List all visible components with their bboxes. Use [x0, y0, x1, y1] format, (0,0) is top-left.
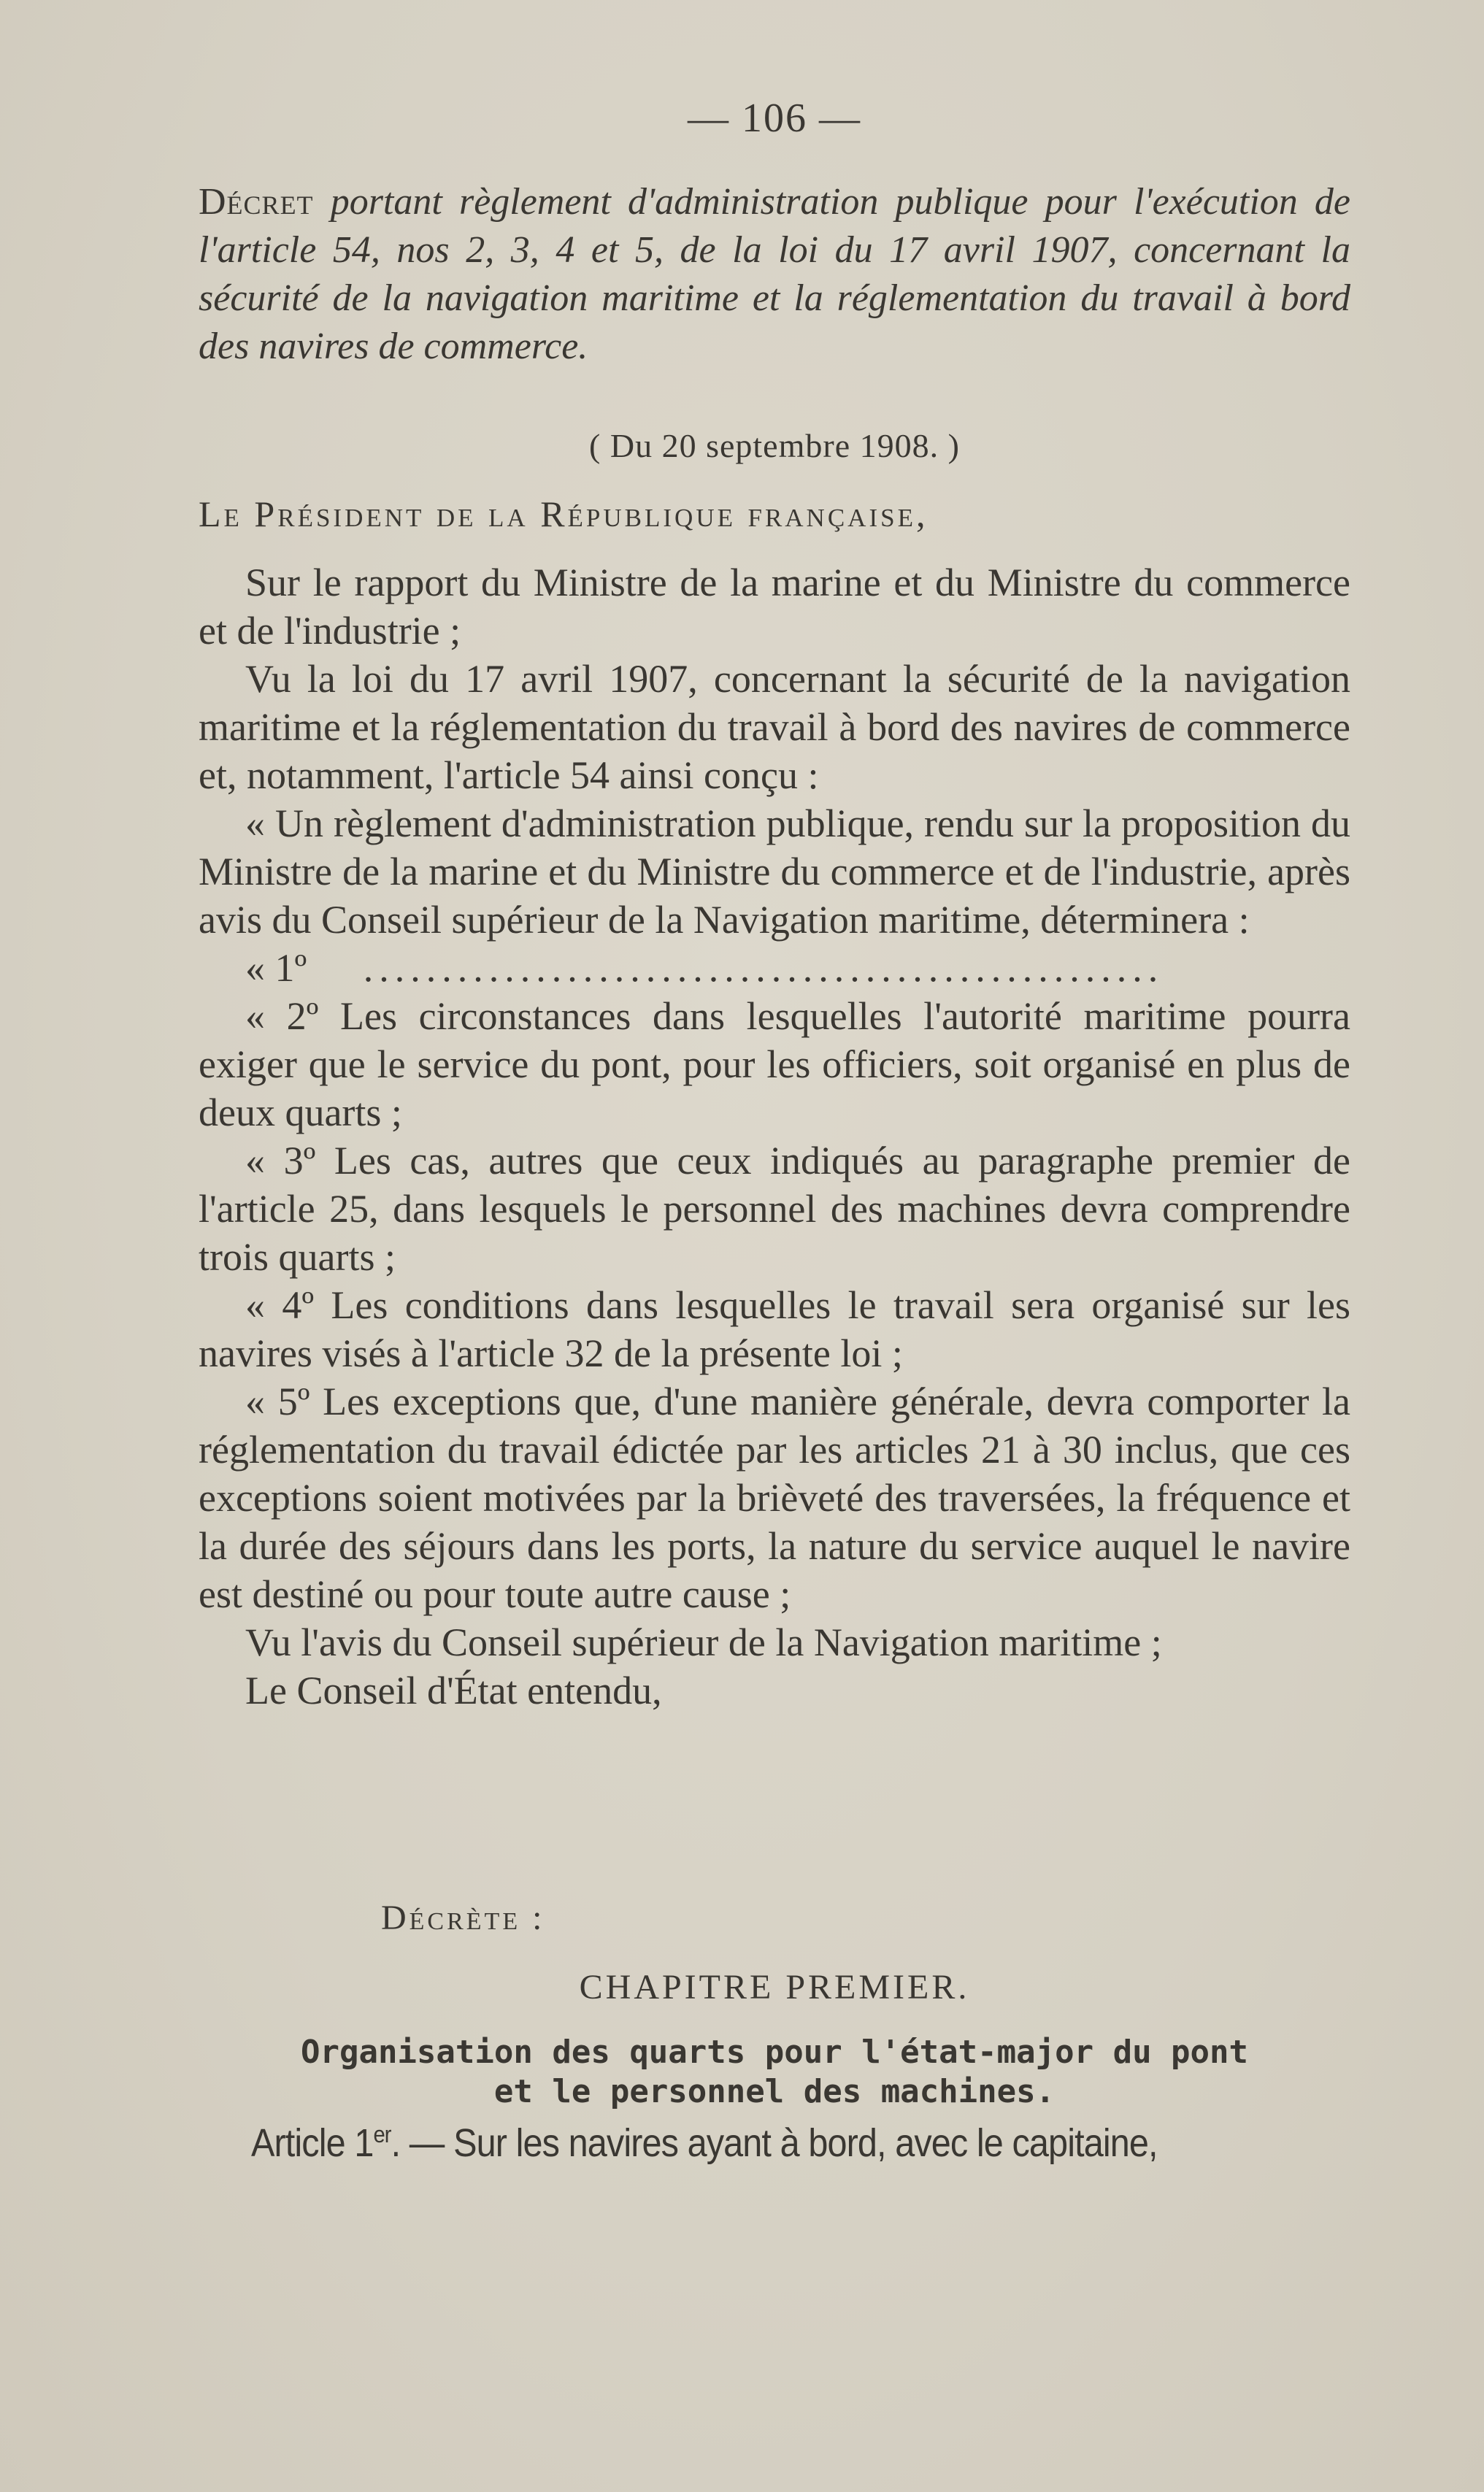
decree-title-text: portant règlement d'administration publique pour l'exécution de l'article 54, nos 2, 3, 4 et 5, de la loi du 17 avril 1907, concernant la sécurité de la navigation maritime et la réglementation du travail à bord des navires de commerce.	[199, 181, 1351, 367]
item-1-label: « 1º	[245, 946, 307, 990]
decree-title	[199, 178, 1350, 371]
chapter-heading: CHAPITRE PREMIER.	[579, 1968, 970, 2007]
paragraph: Sur le rapport du Ministre de la marine et du Ministre du commerce et de l'industrie ;	[199, 561, 1350, 653]
article-1	[251, 2120, 1240, 2166]
chapter-subtitle-line-2: et le personnel des machines.	[493, 2073, 1056, 2110]
paragraph: Vu la loi du 17 avril 1907, concernant la sécurité de la navigation maritime et la réglementation du travail à bord des navires de commerce et, notamment, l'article 54 ainsi conçu :	[199, 657, 1350, 797]
ellipsis-dots: ...................................................	[363, 946, 1164, 990]
paragraph: Vu l'avis du Conseil supérieur de la Navigation maritime ;	[245, 1620, 1162, 1664]
paragraph-item-1	[199, 944, 1350, 992]
decree-date: ( Du 20 septembre 1908. )	[589, 427, 960, 464]
page-number: — 106 —	[688, 96, 861, 141]
preamble	[199, 558, 1350, 1715]
paragraph: Le Conseil d'État entendu,	[245, 1669, 662, 1712]
decree-title-lead: Décret	[199, 181, 314, 223]
decrete-heading: Décrète :	[381, 1899, 545, 1937]
paragraph: « 3º Les cas, autres que ceux indiqués au paragraphe premier de l'article 25, dans lesquels le personnel des machines devra comprendre trois quarts ;	[199, 1139, 1350, 1279]
paragraph: « 2º Les circonstances dans lesquelles l'autorité maritime pourra exiger que le service du pont, pour les officiers, soit organisé en plus de deux quarts ;	[199, 994, 1350, 1134]
article-label-sup: er	[373, 2121, 391, 2147]
paragraph: « Un règlement d'administration publique, rendu sur la proposition du Ministre de la marine et du Ministre du commerce et de l'industrie, après avis du Conseil supérieur de la Navigation maritime, déterminera :	[199, 801, 1350, 942]
president-heading: Le Président de la République française,	[199, 493, 929, 534]
chapter-subtitle	[199, 2033, 1350, 2112]
paragraph: « 4º Les conditions dans lesquelles le travail sera organisé sur les navires visés à l'article 32 de la présente loi ;	[199, 1283, 1350, 1375]
paragraph: « 5º Les exceptions que, d'une manière générale, devra comporter la réglementation du travail édictée par les articles 21 à 30 inclus, que ces exceptions soient motivées par la brièveté des traversées, la fréquence et la durée des séjours dans les ports, la nature du service auquel le navire est destiné ou pour toute autre cause ;	[199, 1380, 1350, 1616]
chapter-subtitle-line-1: Organisation des quarts pour l'état-major du pont	[300, 2034, 1249, 2071]
article-label: Article 1	[251, 2121, 374, 2165]
article-text: . — Sur les navires ayant à bord, avec le capitaine,	[391, 2121, 1158, 2165]
